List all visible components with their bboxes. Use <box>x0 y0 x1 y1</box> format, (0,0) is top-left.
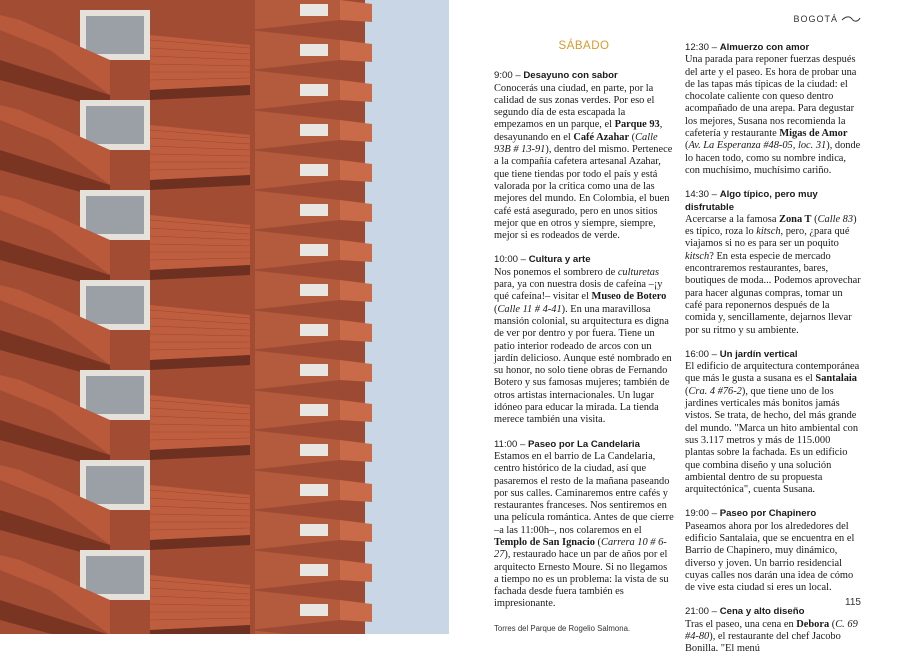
entry-heading <box>685 606 861 618</box>
address: Av. La Esperanza #48-05, loc. 31 <box>688 140 827 152</box>
entry-title: Desayuno con sabor <box>523 70 618 82</box>
entry-heading <box>685 508 861 520</box>
address: C. 69 #4-80 <box>685 618 858 643</box>
entry-body <box>685 214 861 337</box>
body-text: , pero, ¿para qué viajamos si no es para ser un poquito <box>685 226 850 250</box>
entry-time: 21:00 <box>685 606 710 618</box>
entry-title: Paseo por La Candelaria <box>527 438 640 450</box>
running-header <box>793 14 861 24</box>
body-text: ( <box>594 536 602 548</box>
body-text: El edificio de arquitectura contemporánea que más le gusta a susana es el <box>685 361 860 385</box>
entry-title: Almuerzo con amor <box>719 42 810 53</box>
entry-heading <box>494 439 674 451</box>
body-text: ( <box>685 385 689 397</box>
place-name: Migas de Amor <box>779 128 848 140</box>
body-text: Tras el paseo, una cena en <box>685 618 797 630</box>
entry-dash: – <box>517 438 528 450</box>
entry-body <box>685 619 861 656</box>
entry-dash: – <box>709 42 720 53</box>
entry-dash: – <box>709 348 720 360</box>
place-name: Zona T <box>779 213 812 225</box>
place-name: Museo de Botero <box>591 291 667 303</box>
body-text: , desayunando en el <box>494 119 663 143</box>
body-text: ). En una maravillosa mansión colonial, su arquitectura es digna de ver por dentro y por fuera. Tiene un patio interior rodeado de arcos con un jardín delicioso. Aunque esté nombrado en su honor, no solo tiene obras de Fernando Botero y sus famosas mujeres; también de otros artistas internacionales. Un lugar idóneo para educar la mirada. La tienda merece también una visita. <box>494 303 672 426</box>
place-name: Debora <box>796 618 830 630</box>
city-name: BOGOTÁ <box>793 14 838 24</box>
place-name: Templo de San Ignacio <box>494 536 595 548</box>
itinerary-entry <box>685 189 861 337</box>
entry-dash: – <box>709 508 720 520</box>
text-page <box>449 0 899 655</box>
body-text: ( <box>829 618 836 630</box>
address: kitsch <box>685 250 710 262</box>
entry-body <box>494 267 674 427</box>
body-text: ( <box>685 140 689 152</box>
entry-dash: – <box>512 70 524 82</box>
entry-time: 19:00 <box>685 508 710 520</box>
body-text: para, ya con nuestra dosis de cafeína –¡y qué cafeína!– visitar el <box>494 279 663 303</box>
body-text: ( <box>629 131 636 143</box>
brick-towers-illustration <box>0 0 449 634</box>
address: Calle 83 <box>817 213 854 225</box>
body-text: Una parada para reponer fuerzas después del arte y el paseo. Es hora de probar una de las tapas más típicas de la ciudad: el chocolate caliente con queso dentro acompañado de una arepa. Para degustar los mejores, Susana nos recomienda la cafetería y restaurante <box>685 54 857 140</box>
entry-body <box>494 451 674 611</box>
body-text: Conocerás una ciudad, en parte, por la calidad de sus zonas verdes. Por eso el segundo día de esta escapada la empezamos en un parque, el <box>494 82 655 131</box>
entry-dash: – <box>518 254 529 266</box>
address: kitsch <box>756 226 781 238</box>
page-number: 115 <box>845 597 861 608</box>
entry-body <box>494 83 674 243</box>
entry-heading <box>494 70 674 82</box>
itinerary-entry <box>494 254 674 426</box>
itinerary-entry <box>685 42 861 177</box>
entry-time: 9:00 <box>494 70 513 82</box>
place-name: Santalaia <box>815 373 857 385</box>
entry-dash: – <box>709 606 720 618</box>
body-text: ), restaurado hace un par de años por el arquitecto Ernesto Moure. Si no llegamos a tiempo no es un problema: la vista de su fachada desde fuera también es impresionante. <box>494 549 669 610</box>
entry-title: Algo típico, pero muy disfrutable <box>685 189 818 213</box>
body-text: Nos ponemos el sombrero de <box>494 266 618 278</box>
left-column <box>494 40 674 635</box>
entry-time: 12:30 <box>685 42 710 53</box>
place-name: Café Azahar <box>573 131 630 143</box>
address: Cra. 4 #76-2 <box>688 385 742 397</box>
entry-title: Cena y alto diseño <box>719 606 805 618</box>
photo-caption: Torres del Parque de Rogelio Salmona. <box>494 623 631 633</box>
entry-heading <box>494 254 674 266</box>
entry-heading <box>685 42 861 54</box>
entry-time: 14:30 <box>685 189 710 201</box>
place-name: Parque 93 <box>614 119 660 131</box>
body-text: Estamos en el barrio de La Candelaria, centro histórico de la ciudad, así que pasaremos el resto de la mañana paseando por sus calles. Caminaremos entre cafés y restaurantes franceses. Nos sentiremos en una película romántica. Antes de que cierre –a las 11:00h–, nos colaremos en el <box>494 450 674 536</box>
itinerary-entry <box>494 439 674 611</box>
entry-heading <box>685 189 861 214</box>
left-entries <box>494 70 674 610</box>
entry-title: Un jardín vertical <box>719 348 798 360</box>
wave-icon <box>841 15 861 23</box>
body-text: ), dentro del mismo. Pertenece a la compañía cafetera artesanal Azahar, que tiene tiendas por todo el país y está valorada por la crítica como una de las mejores del mundo. En Colombia, el buen café está asegurado, pero en unos sitios mejor que en otros y siempre, siempre, mejor si es rodeados de verde. <box>494 144 673 242</box>
address: Calle 93B # 13-91 <box>494 131 658 156</box>
entry-time: 11:00 <box>494 438 518 450</box>
body-text: ), el restaurante del chef Jacobo Bonilla. "El menú <box>685 631 841 655</box>
body-text: ( <box>811 213 818 225</box>
building-photo <box>0 0 449 634</box>
section-title: SÁBADO <box>558 40 610 52</box>
entry-body <box>685 54 861 177</box>
entry-title: Cultura y arte <box>528 254 591 266</box>
entry-heading <box>685 349 861 361</box>
address: culturetas <box>617 266 659 278</box>
body-text: ), que tiene uno de los jardines verticales más bonitos jamás vistos. Se trata, de hecho, del más grande del mundo. "Marca un hito ambiental con sus 3.117 metros y más de 115.000 plantas sobre la fachada. Es un edificio que combina diseño y una solución ambiental dentro de su propuesta arquitectónica", cuenta Susana. <box>685 385 859 496</box>
body-text: ), donde lo hacen todo, como su nombre indica, con muchísimo, muchísimo cariño. <box>685 140 861 176</box>
entry-body <box>685 361 861 496</box>
entry-title: Paseo por Chapinero <box>719 508 817 520</box>
entry-body <box>685 521 861 595</box>
body-text: ? En esta especie de mercado encontraremos restaurantes, bares, boutiques de moda... Podemos aprovechar para hacer algunas compras, tomar un café para reponernos después de la comida y, sencillamente, dejarnos llevar por su ritmo y su ambiente. <box>685 250 861 336</box>
body-text: Acercarse a la famosa <box>685 213 780 225</box>
address: Carrera 10 # 6-27 <box>494 536 667 561</box>
entry-dash: – <box>709 189 720 201</box>
body-text: Paseamos ahora por los alrededores del edificio Santalaia, que se encuentra en el Barrio de Chapinero, muy dinámico, diverso y joven. Un barrio residencial cuyas calles nos darán una idea de cómo de vive esta ciudad si eres un local. <box>685 520 855 594</box>
body-text: ) es típico, roza lo <box>685 213 857 238</box>
itinerary-entry <box>494 70 674 242</box>
itinerary-entry <box>685 606 861 655</box>
right-entries <box>685 42 861 656</box>
body-text: ( <box>494 303 498 315</box>
itinerary-entry <box>685 508 861 594</box>
entry-time: 16:00 <box>685 348 710 360</box>
itinerary-entry <box>685 349 861 497</box>
entry-time: 10:00 <box>494 254 519 266</box>
right-column <box>685 42 861 668</box>
address: Calle 11 # 4-41 <box>497 303 562 315</box>
